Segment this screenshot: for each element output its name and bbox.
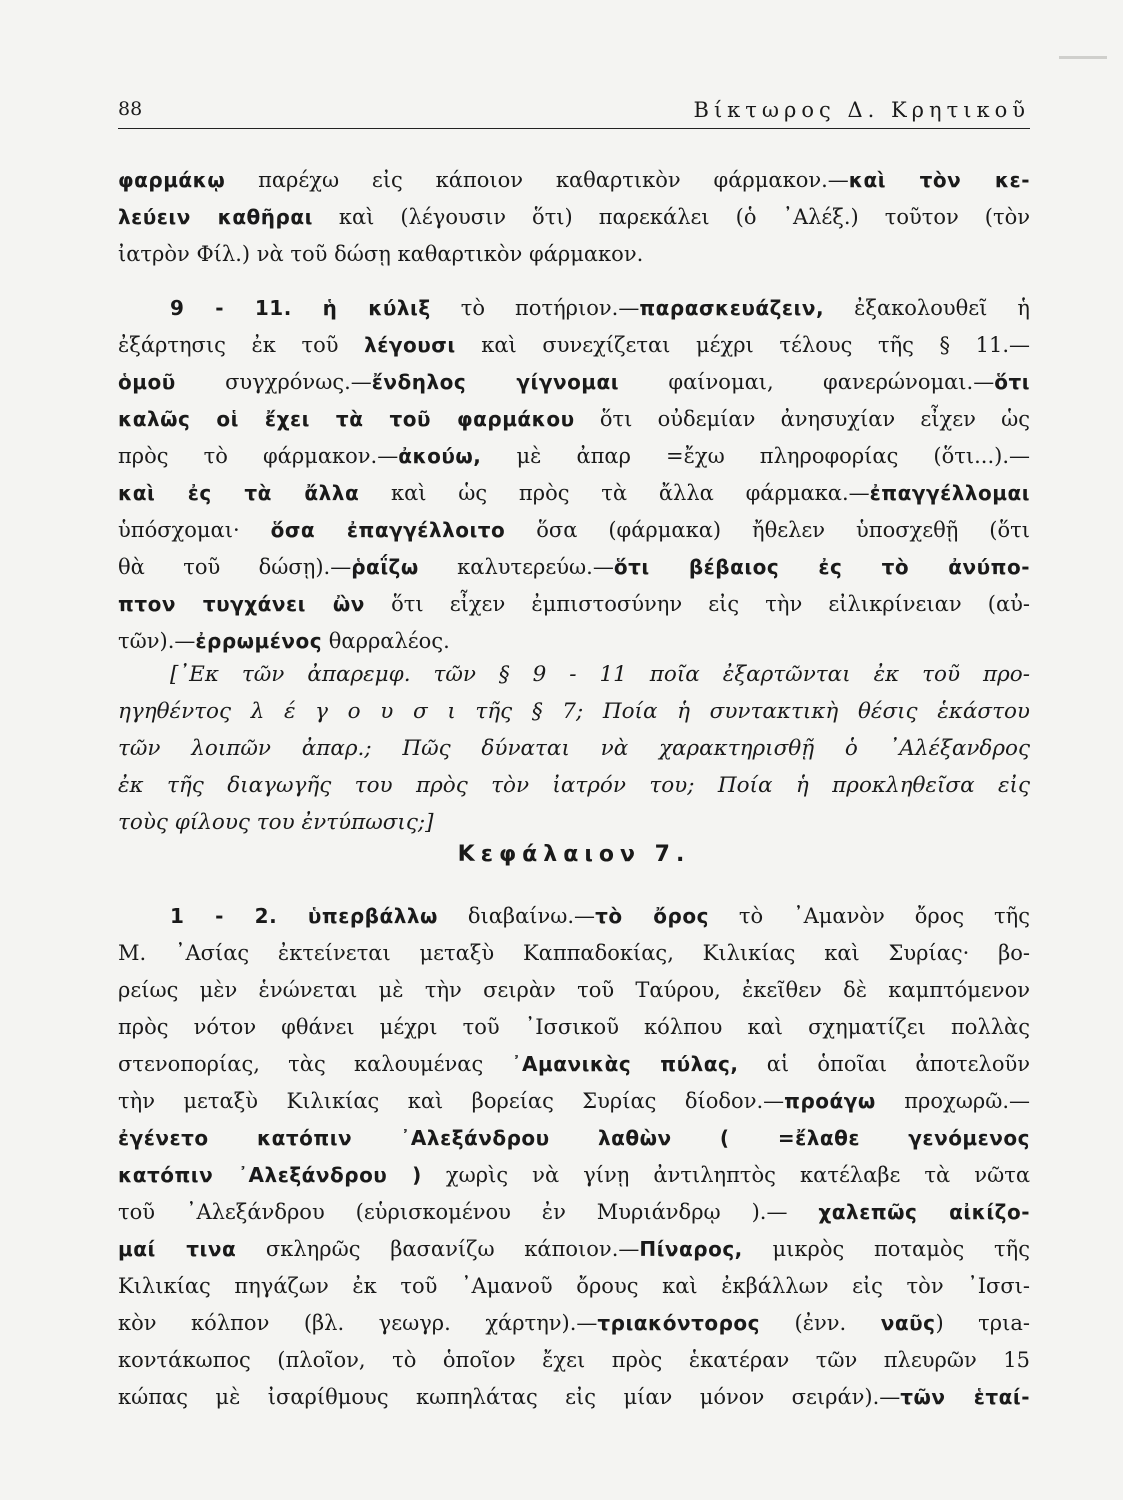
paragraph-3 [118,898,1030,1416]
bold-term: καὶ ἐς τὰ ἄλλα [118,481,360,505]
bold-term: παρασκευάζειν, [639,296,825,320]
text-run: καὶ συνεχίζεται μέχρι τέλους τῆς § 11.— [455,333,1030,357]
text-line [118,1194,1030,1231]
bold-term: ὁμοῦ [118,370,176,394]
bold-term: λέγουσι [364,333,456,357]
bold-term: τὸ ὄρος [595,904,709,928]
text-line [118,236,1030,273]
bold-term: καλῶς οἱ ἔχει τὰ τοῦ φαρμάκου [118,407,575,431]
text-run: ὅτι οὐδεμίαν ἀνησυχίαν εἶχεν ὡς [574,407,1030,431]
text-run: μικρὸς ποταμὸς τῆς [742,1237,1030,1261]
text-run: συγχρόνως.— [175,370,372,394]
bold-term: ἐπαγγέλλομαι [869,481,1030,505]
bold-term: ἐρρωμένος [195,629,323,653]
text-run: θὰ τοῦ δώσῃ).— [118,555,352,579]
question-line: ἐκ τῆς διαγωγῆς του πρὸς τὸν ἰατρόν του; Ποία ἡ προκληθεῖσα εἰς [118,773,1030,798]
text-run: αἱ ὁποῖαι ἀποτελοῦν [738,1052,1030,1076]
text-run: Κιλικίας πηγάζων ἐκ τοῦ ᾿Αμανοῦ ὄρους καὶ ἐκβάλλων εἰς τὸν ᾿Ισσι- [118,1274,1030,1298]
text-run: ) τριa- [935,1311,1030,1335]
page-number: 88 [118,98,143,120]
chapter-title: Κεφάλαιον 7. [457,842,691,867]
running-head: Βίκτωρος Δ. Κρητικοῦ [693,98,1030,122]
text-run: κώπας μὲ ἰσαρίθμους κωπηλάτας εἰς μίαν μόνον σειράν).— [118,1385,901,1409]
text-run: τοῦ ᾿Αλεξάνδρου (εὑρισκομένου ἐν Μυριάνδρῳ ).— [118,1200,819,1224]
text-run: ἐξακολουθεῖ ἡ [824,296,1030,320]
bold-term: 1 - 2. ὑπερβάλλω [170,904,438,928]
question-line: τῶν λοιπῶν ἀπαρ.; Πῶς δύναται νὰ χαρακτηρισθῇ ὁ ᾿Αλέξανδρος [118,736,1030,761]
bold-term: κατόπιν ᾿Αλεξάνδρου ) [118,1163,422,1187]
text-line [118,512,1030,549]
text-run: στενοπορίας, τὰς καλουμένας [118,1052,512,1076]
bold-term: ὅσα ἐπαγγέλλοιτο [270,518,506,542]
text-line [118,401,1030,438]
text-run: κὸν κόλπον (βλ. γεωγρ. χάρτην).— [118,1311,598,1335]
text-line [118,1157,1030,1194]
text-run: πρὸς νότον φθάνει μέχρι τοῦ ᾿Ισσικοῦ κόλπου καὶ σχηματίζει πολλὰς [118,1015,1030,1039]
text-run: χωρὶς νὰ γίνῃ ἀντιληπτὸς κατέλαβε τὰ νῶτα [421,1163,1030,1187]
text-run: καὶ (λέγουσιν ὅτι) παρεκάλει (ὁ ᾿Αλέξ.) τοῦτον (τὸν [312,205,1030,229]
bold-term: προάγω [784,1089,876,1113]
text-run: τῶν).— [118,629,196,653]
page-header [118,98,1030,129]
text-line [118,1268,1030,1305]
text-line [118,935,1030,972]
text-line [118,1009,1030,1046]
scan-mark [1059,56,1107,59]
text-run: τὴν μεταξὺ Κιλικίας καὶ βορείας Συρίας δίοδον.— [118,1089,785,1113]
bold-term: ἀκούω, [398,444,482,468]
text-line [118,364,1030,401]
text-run: σκληρῶς βασανίζω κάποιον.— [236,1237,640,1261]
text-line [118,327,1030,364]
bold-term: ὅτι [994,370,1030,394]
text-run: ἐξάρτησις ἐκ τοῦ [118,333,365,357]
text-line [118,1305,1030,1342]
bold-term: ὅτι βέβαιος ἐς τὸ ἀνύπο- [613,555,1030,579]
text-run: ἰατρὸν Φίλ.) νὰ τοῦ δώσῃ καθαρτικὸν φάρμακον. [118,242,644,266]
bold-term: ἐγένετο κατόπιν ᾿Αλεξάνδρου λαθὼν ( =ἔλαθε γενόμενος [118,1126,1030,1150]
question-line: ηγηθέντος λ έ γ ο υ σ ι τῆς § 7; Ποία ἡ συντακτικὴ θέσις ἑκάστου [118,699,1030,724]
text-run: τὸ ᾿Αμανὸν ὄρος τῆς [708,904,1030,928]
text-line [118,549,1030,586]
bold-term: ἔνδηλος γίγνομαι [371,370,620,394]
text-run: θαρραλέος. [322,629,450,653]
paragraph-2 [118,290,1030,660]
bold-term: ᾿Αμανικὰς πύλας, [511,1052,739,1076]
text-run: καλυτερεύω.— [418,555,614,579]
bold-term: πτον τυγχάνει ὢν [118,592,365,616]
bold-term: τριακόντορος [597,1311,761,1335]
bold-term: ῥαΐζω [351,555,419,579]
text-line [118,1046,1030,1083]
text-run: παρέχω εἰς κάποιον καθαρτικὸν φάρμακον.— [225,168,849,192]
text-run: πρὸς τὸ φάρμακον.— [118,444,399,468]
text-run: ὅσα (φάρμακα) ἤθελεν ὑποσχεθῇ (ὅτι [505,518,1030,542]
text-line [118,898,1030,935]
paragraph-1 [118,162,1030,273]
question-line: τοὺς φίλους του ἐντύπωσις;] [118,810,434,835]
bold-term: Πίναρος, [639,1237,743,1261]
text-line [118,586,1030,623]
text-line [118,1379,1030,1416]
text-run: ρείως μὲν ἑνώνεται μὲ τὴν σειρὰν τοῦ Ταύρου, ἐκεῖθεν δὲ καμπτόμενον [118,978,1030,1002]
question-line: [᾿Εκ τῶν ἀπαρεμφ. τῶν § 9 - 11 ποῖα ἐξαρτῶνται ἐκ τοῦ προ- [170,662,1030,687]
bold-term: λεύειν καθῆραι [118,205,313,229]
text-line [118,1231,1030,1268]
text-line [118,1120,1030,1157]
text-run: κοντάκωπος (πλοῖον, τὸ ὁποῖον ἔχει πρὸς ἑκατέραν τῶν πλευρῶν 15 [118,1348,1030,1372]
bold-term: χαλεπῶς αἰκίζο- [818,1200,1030,1224]
bold-term: φαρμάκῳ [118,168,226,192]
text-run: διαβαίνω.— [437,904,596,928]
text-run: τὸ ποτήριον.— [430,296,640,320]
text-run: προχωρῶ.— [875,1089,1030,1113]
bold-term: ναῦς [880,1311,936,1335]
text-line [118,475,1030,512]
text-run: ὑπόσχομαι· [118,518,271,542]
text-line [118,438,1030,475]
text-run: (ἐνν. [760,1311,881,1335]
text-line [118,972,1030,1009]
bold-term: μαί τινα [118,1237,237,1261]
text-line [118,199,1030,236]
text-run: καὶ ὡς πρὸς τὰ ἄλλα φάρμακα.— [359,481,870,505]
text-run: μὲ ἀπαρ =ἔχω πληροφορίας (ὅτι...).— [481,444,1030,468]
text-run: ὅτι εἶχεν ἐμπιστοσύνην εἰς τὴν εἰλικρίνειαν (αὐ- [364,592,1030,616]
text-line [118,623,1030,660]
text-line [118,1342,1030,1379]
text-run: φαίνομαι, φανερώνομαι.— [619,370,995,394]
text-run: Μ. ᾿Ασίας ἐκτείνεται μεταξὺ Καππαδοκίας, Κιλικίας καὶ Συρίας· βο- [118,941,1030,965]
text-line [118,1083,1030,1120]
text-line [118,290,1030,327]
bold-term: καὶ τὸν κε- [848,168,1030,192]
questions-block [118,656,1030,841]
bold-term: 9 - 11. ἡ κύλιξ [170,296,431,320]
text-line [118,162,1030,199]
bold-term: τῶν ἑταί- [900,1385,1030,1409]
